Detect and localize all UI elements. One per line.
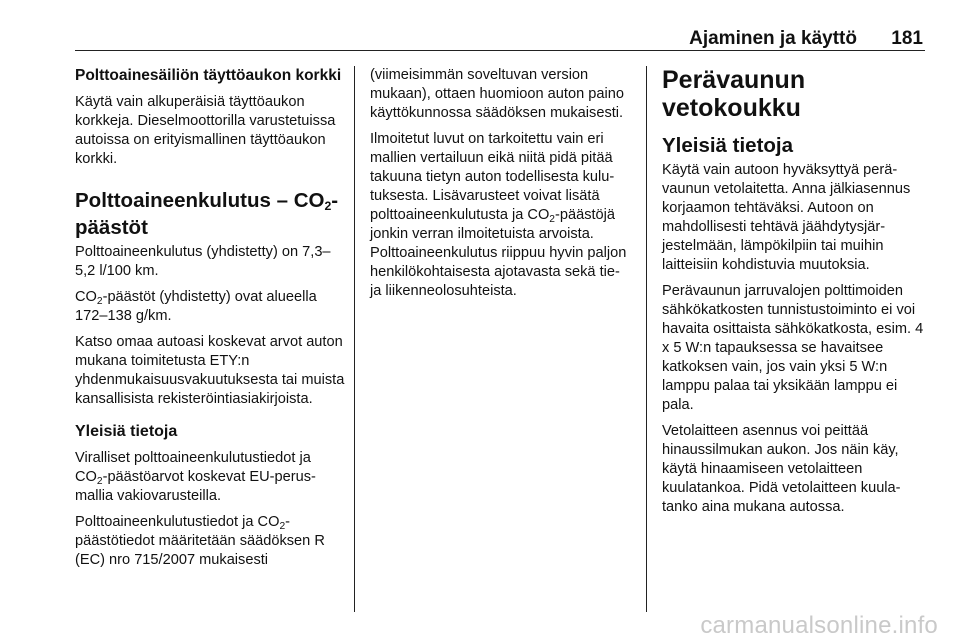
paragraph-combined-consumption: Polttoaineenkulutus (yhdistetty) on 7,3–5,2 l/100 km. [75, 244, 331, 279]
values-subscript: 2 [549, 214, 555, 225]
column-2 [370, 66, 634, 308]
paragraph-towbar-install: Vetolaitteen asennus voi peittää hinaussilmukan aukon. Jos näin käy, käytä hinaamiseen vetolaitteen kuulatankoa. Pidä vetolaitteen kuulatanko aina mukana autossa. [662, 423, 901, 515]
paragraph-co2-emissions [75, 288, 347, 326]
official-subscript: 2 [96, 476, 103, 487]
paragraph-approved-towbar: Käytä vain autoon hyväksyttyä perävaunun vetolaitetta. Anna jälkiasennus korjaamon tehtäväksi. Autoon on mahdollisesti tehtävä jäähdytysjärjestelmään, lämpökilpiin tai muihin laitteisiin kohdistuvia muutoksia. [662, 162, 911, 273]
paragraph-brake-lights: Perävaunun jarruvalojen polttimoiden sähkökatkosten tunnistustoiminto ei voi havaita osittaista sähkökatkosta, esim. 4 x 5 W:n tapauksessa se havaitsee katkoksen vain, jos vain yksi 5 W:n lamppu palaa tai yksikään lamppu ei pala. [662, 283, 924, 413]
page-header [75, 26, 925, 51]
official-suffix: -päästöarvot koskevat EU-perusmallia vakiovarusteilla. [75, 469, 316, 504]
heading-consumption-suffix: -päästöt [75, 189, 339, 239]
data-suffix: -päästötiedot määritetään säädöksen R (EC) nro 715/2007 mukaisesti [75, 514, 325, 568]
paragraph-continuation: (viimeisimmän soveltuvan version mukaan), ottaen huomioon auton paino käyttökunnossa säädöksen mukaisesti. [370, 67, 624, 121]
heading-towbar-general: Yleisiä tietoja [662, 134, 794, 157]
column-1 [75, 66, 347, 577]
paragraph-coc-reference: Katso omaa autoasi koskevat arvot auton mukana toimitetusta ETY:n yhdenmukaisuusvakuutuksesta tai muista kansallisista rekisteröintiasiakirjoista. [75, 334, 345, 407]
watermark-text: carmanualsonline.info [700, 612, 938, 639]
heading-consumption-text: Polttoaineenkulutus – CO [75, 189, 325, 212]
paragraph-comparison-values [370, 130, 634, 301]
official-text: Viralliset polttoaineenkulutustiedot ja CO [75, 450, 311, 485]
section-title: Ajaminen ja käyttö [689, 28, 857, 49]
co2-suffix: -päästöt (yhdistetty) ovat alueella 172–138 g/km. [75, 289, 317, 324]
column-3 [662, 66, 930, 524]
heading-general-info: Yleisiä tietoja [75, 423, 178, 440]
values-text: Ilmoitetut luvut on tarkoitettu vain eri mallien vertailuun eikä niitä pidä pitää takuuna tietyn auton todellisesta kulutuksesta. Lisävarusteet voivat lisätä polttoaineenkulutusta ja CO [370, 131, 615, 223]
data-subscript: 2 [279, 521, 286, 532]
heading-towbar: Perävaunun vetokoukku [662, 66, 806, 122]
paragraph-fuel-cap: Käytä vain alkuperäisiä täyttöaukon korkkeja. Dieselmoottorilla varustetuissa autoissa on erityismallinen täyttöaukon korkki. [75, 94, 336, 167]
heading-fuel-consumption [75, 187, 347, 241]
values-suffix: -päästöjä jonkin verran ilmoitetuista arvoista. Polttoaineenkulutus riippuu hyvin paljon henkilökohtaisesta ajotavasta sekä tie- ja liikenneolosuhteista. [370, 207, 627, 299]
co2-subscript: 2 [96, 296, 103, 307]
data-text: Polttoaineenkulutustiedot ja CO [75, 514, 280, 530]
paragraph-data-regulation [75, 513, 347, 570]
paragraph-official-values [75, 449, 347, 506]
page-number: 181 [891, 28, 923, 49]
co2-text: CO [75, 289, 97, 305]
column-divider-2 [646, 66, 647, 612]
heading-consumption-subscript: 2 [324, 199, 332, 213]
column-divider-1 [354, 66, 355, 612]
heading-fuel-cap: Polttoainesäiliön täyttöaukon korkki [75, 67, 342, 84]
